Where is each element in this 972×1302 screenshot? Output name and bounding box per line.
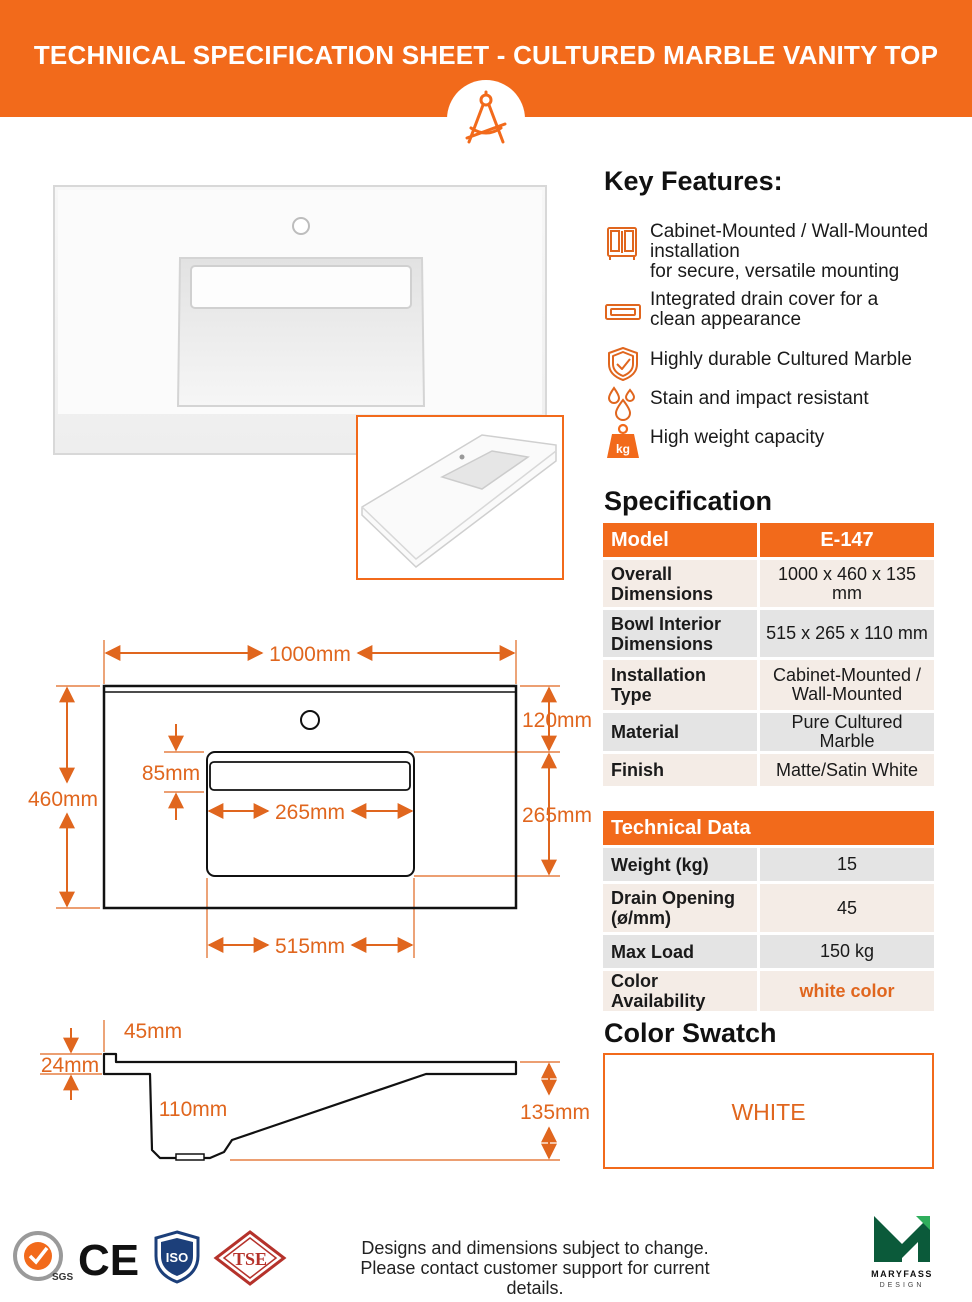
tse-logo: [216, 1232, 284, 1284]
dim-lip: 45mm: [123, 1020, 183, 1043]
svg-text:SGS: SGS: [52, 1272, 74, 1283]
brand-logo: [860, 1210, 944, 1294]
technical-data-title: Technical Data: [603, 811, 934, 845]
dim-bowl-width: 515mm: [274, 935, 346, 958]
dim-bowl-depth: 265mm: [521, 804, 593, 827]
dim-drain-cover: 85mm: [141, 762, 201, 785]
dim-bowl: 110mm: [158, 1098, 228, 1121]
key-features-title: Key Features:: [604, 166, 783, 196]
technical-row: [603, 935, 934, 968]
feature-item: [604, 384, 869, 424]
svg-text:ISO: ISO: [165, 1250, 189, 1265]
color-swatch-title: Color Swatch: [604, 1018, 777, 1048]
color-swatch-label: WHITE: [731, 1099, 806, 1125]
spec-key: Finish: [603, 754, 757, 786]
spec-row: [603, 660, 934, 710]
dim-height: 135mm: [519, 1101, 591, 1124]
spec-row: [603, 713, 934, 751]
feature-text: High weight capacity: [650, 427, 825, 448]
drafting-compass-icon: [447, 80, 525, 158]
shield-check-icon: [604, 346, 644, 386]
ce-mark-logo: [78, 1236, 139, 1285]
color-swatch: [603, 1053, 934, 1169]
droplets-icon: [604, 384, 644, 424]
footer-disclaimer: [330, 1238, 740, 1298]
feature-item: [604, 289, 879, 336]
header-badge: [447, 80, 525, 158]
spec-key: Material: [603, 713, 757, 751]
feature-text: Cabinet-Mounted / Wall-Mounted installation for secure, versatile mounting: [650, 221, 929, 282]
spec-value: Cabinet-Mounted / Wall-Mounted: [757, 660, 934, 710]
svg-text:CE: CE: [78, 1236, 140, 1285]
dim-depth: 460mm: [27, 788, 99, 811]
feature-item: [604, 222, 928, 282]
technical-key: Color Availability: [603, 971, 757, 1011]
specification-title: Specification: [604, 486, 773, 516]
technical-value: 15: [757, 848, 934, 881]
drain-cover-icon: [604, 296, 644, 336]
technical-key: Max Load: [603, 935, 757, 968]
product-photo-perspective: [356, 415, 564, 580]
certification-logos: [0, 1220, 300, 1300]
spec-header-key: Model: [603, 523, 757, 557]
sgs-logo: [15, 1233, 73, 1283]
spec-value: Matte/Satin White: [757, 754, 934, 786]
technical-header-row: [603, 811, 934, 845]
dim-width: 1000mm: [269, 643, 351, 666]
brand-name: MARYFASS: [871, 1269, 933, 1279]
technical-value: 150 kg: [757, 935, 934, 968]
spec-value: Pure Cultured Marble: [757, 713, 934, 751]
technical-value: 45: [757, 884, 934, 932]
spec-key: Overall Dimensions: [603, 560, 757, 607]
technical-key: Weight (kg): [603, 848, 757, 881]
weight-kg-label: kg: [615, 442, 631, 456]
technical-row: [603, 884, 934, 932]
technical-value: white color: [757, 971, 934, 1011]
specification-table: [603, 520, 934, 789]
spec-header-row: [603, 523, 934, 557]
spec-value: 515 x 265 x 110 mm: [757, 610, 934, 657]
spec-key: Installation Type: [603, 660, 757, 710]
footer-note-line2: Please contact customer support for current details.: [360, 1258, 710, 1298]
feature-item: [604, 422, 824, 462]
dim-bowl-inner-width: 265mm: [274, 801, 346, 824]
spec-key: Bowl Interior Dimensions: [603, 610, 757, 657]
page-title: TECHNICAL SPECIFICATION SHEET - CULTURED MARBLE VANITY TOP: [33, 40, 939, 70]
dim-slab: 24mm: [40, 1054, 100, 1077]
technical-row: [603, 971, 934, 1011]
technical-key: Drain Opening (ø/mm): [603, 884, 757, 932]
feature-item: [604, 346, 912, 386]
feature-text: Stain and impact resistant: [650, 388, 869, 409]
technical-row: [603, 848, 934, 881]
cabinet-icon: [604, 222, 644, 262]
weight-kg-icon: [604, 422, 644, 462]
dim-back-offset: 120mm: [521, 709, 593, 732]
feature-text: Highly durable Cultured Marble: [650, 349, 912, 370]
feature-text: Integrated drain cover for a clean appearance: [650, 289, 879, 330]
brand-sub: DESIGN: [879, 1282, 925, 1289]
spec-row: [603, 560, 934, 607]
technical-drawing: [0, 600, 600, 1200]
spec-row: [603, 754, 934, 786]
iso-logo: [156, 1232, 198, 1282]
svg-text:TSE: TSE: [232, 1249, 268, 1269]
footer-note-line1: Designs and dimensions subject to change.: [361, 1238, 709, 1258]
spec-value: 1000 x 460 x 135 mm: [757, 560, 934, 607]
spec-header-value: E-147: [757, 523, 934, 557]
technical-data-table: [603, 808, 934, 1014]
spec-row: [603, 610, 934, 657]
